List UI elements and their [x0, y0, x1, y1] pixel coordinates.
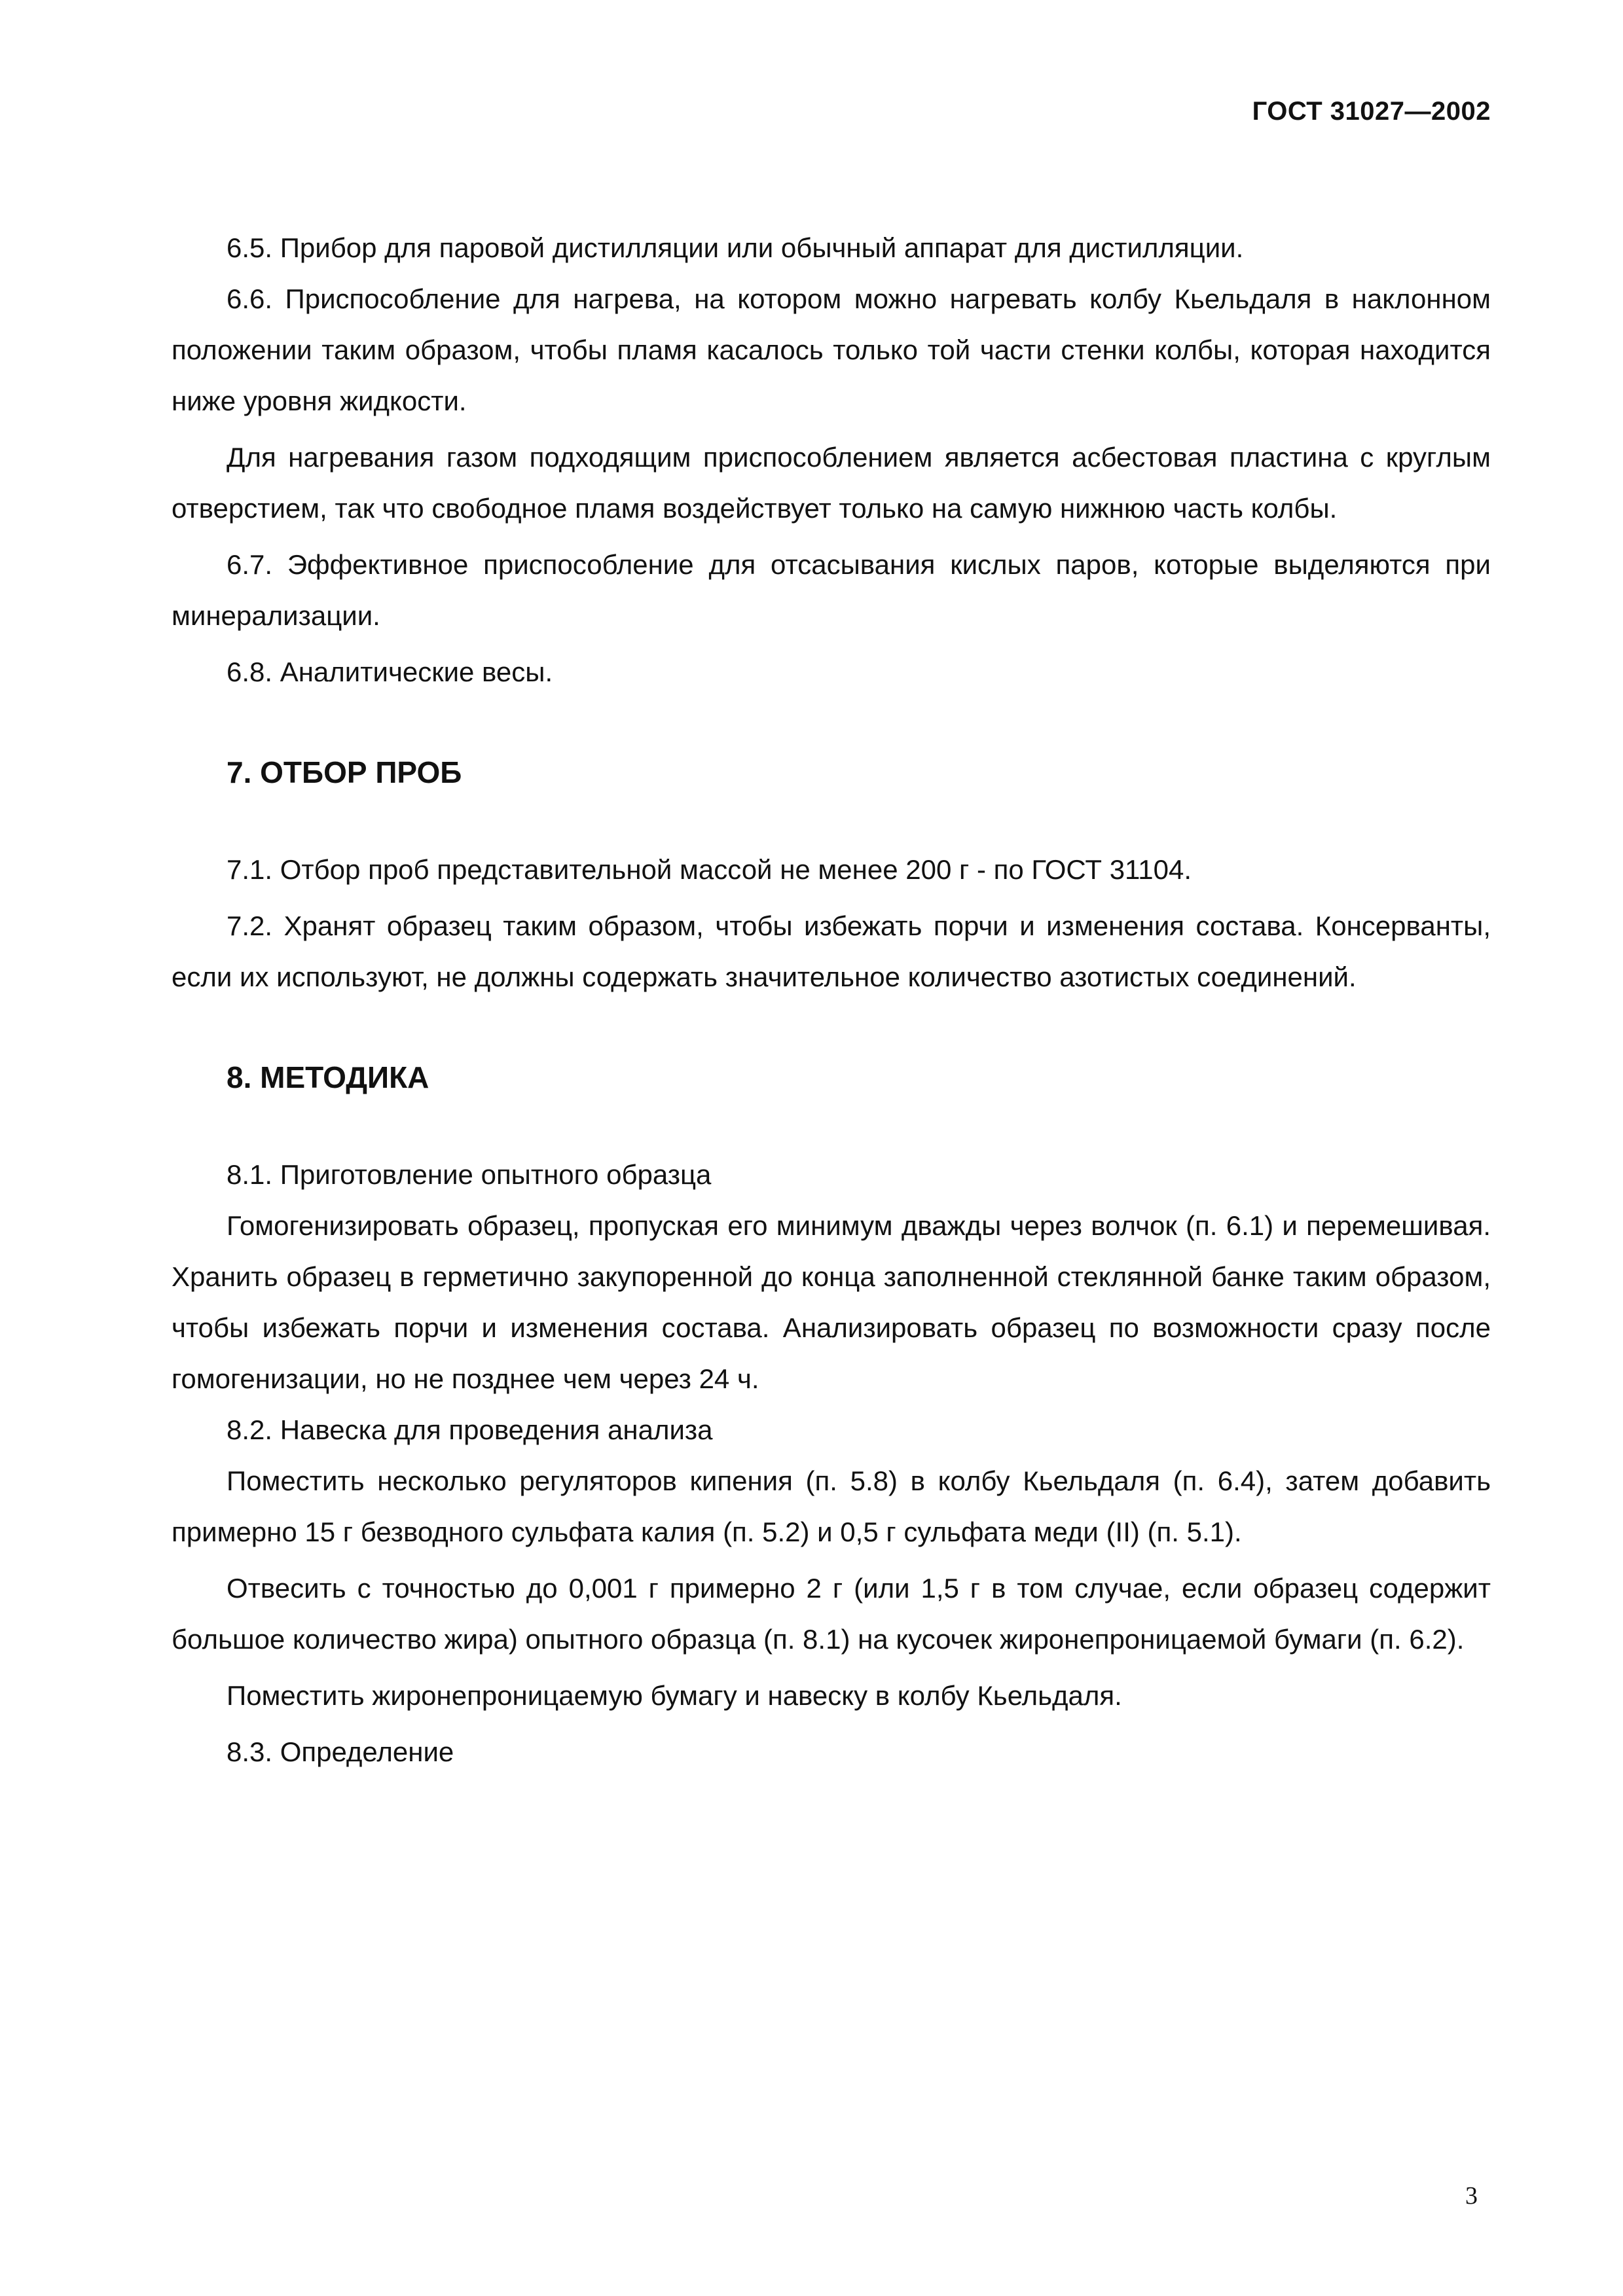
paragraph-8-2-weigh: Отвесить с точностью до 0,001 г примерно 2 г (или 1,5 г в том случае, если образец содержит большое количество жира) опытного образца (п. 8.1) на кусочек жиронепроницаемой бумаги (п. 6.2). — [172, 1573, 1491, 1655]
paragraph-6-6: 6.6. Приспособление для нагрева, на котором можно нагревать колбу Кьельдаля в наклонном положении таким образом, чтобы пламя касалось только той части стенки колбы, которая находится ниже уровня жидкости. — [172, 283, 1491, 416]
paragraph-6-5: 6.5. Прибор для паровой дистилляции или обычный аппарат для дистилляции. — [227, 232, 1244, 263]
paragraph-8-1-text: Гомогенизировать образец, пропуская его минимум дважды через волчок (п. 6.1) и перемешивая. Хранить образец в герметично закупоренной до конца заполненной стеклянной банке таким образом, чтобы избежать порчи и изменения состава. Анализировать образец по возможности сразу после гомогенизации, но не позднее чем через 24 ч. — [172, 1210, 1491, 1394]
document-code: ГОСТ 31027—2002 — [1252, 97, 1491, 126]
paragraph-8-1-heading: 8.1. Приготовление опытного образца — [227, 1159, 712, 1190]
paragraph-8-2-heading: 8.2. Навеска для проведения анализа — [227, 1414, 713, 1445]
page-body — [172, 223, 1491, 1778]
paragraph-8-3-heading: 8.3. Определение — [227, 1736, 454, 1767]
paragraph-7-2: 7.2. Хранят образец таким образом, чтобы избежать порчи и изменения состава. Консерванты, если их используют, не должны содержать значительное количество азотистых соединений. — [172, 910, 1491, 992]
paragraph-8-2-text: Поместить несколько регуляторов кипения (п. 5.8) в колбу Кьельдаля (п. 6.4), затем добавить примерно 15 г безводного сульфата калия (п. 5.2) и 0,5 г сульфата меди (II) (п. 5.1). — [172, 1465, 1491, 1547]
page-number: 3 — [1465, 2182, 1478, 2210]
paragraph-6-7: 6.7. Эффективное приспособление для отсасывания кислых паров, которые выделяются при минерализации. — [172, 549, 1491, 631]
paragraph-7-1: 7.1. Отбор проб представительной массой не менее 200 г - по ГОСТ 31104. — [227, 854, 1192, 885]
paragraph-8-2-place: Поместить жиронепроницаемую бумагу и навеску в колбу Кьельдаля. — [227, 1680, 1122, 1711]
paragraph-6-6-gas: Для нагревания газом подходящим приспособлением является асбестовая пластина с круглым отверстием, так что свободное пламя воздействует только на самую нижнюю часть колбы. — [172, 442, 1491, 524]
section-7-title: 7. ОТБОР ПРОБ — [227, 755, 462, 789]
paragraph-6-8: 6.8. Аналитические весы. — [227, 656, 553, 687]
section-8-title: 8. МЕТОДИКА — [227, 1060, 429, 1094]
